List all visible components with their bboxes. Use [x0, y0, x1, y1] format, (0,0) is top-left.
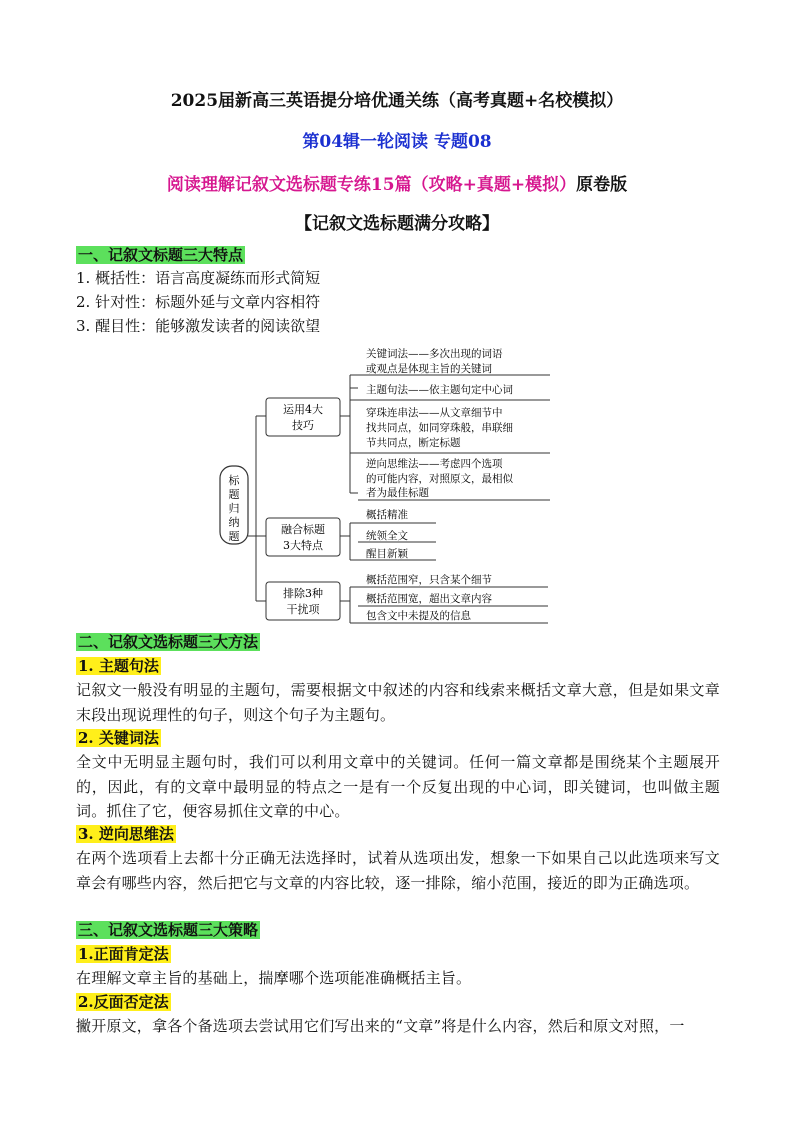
branch-features — [266, 518, 340, 556]
leaf-bead-line-3: 节共同点，断定标题 — [366, 437, 461, 449]
strategy2-title-row — [76, 990, 721, 1014]
leaf-not-mentioned-text: 包含文中未提及的信息 — [366, 610, 471, 622]
branch-techniques-label-1: 运用4大 — [283, 403, 323, 416]
leaf-bead-method — [358, 406, 550, 453]
strategy2-title: 2.反面否定法 — [78, 993, 169, 1011]
topic-text: 阅读理解记叙文选标题专练15篇（攻略+真题+模拟） — [166, 175, 577, 195]
root-char-2: 题 — [228, 488, 240, 501]
method2-title: 2. 关键词法 — [78, 729, 159, 747]
strategy1-title: 1.正面肯定法 — [78, 945, 169, 963]
leaf-bead-line-1: 穿珠连串法——从文章细节中 — [366, 407, 503, 419]
section2-heading: 二、记叙文选标题三大方法 — [78, 633, 259, 651]
title-summary-mindmap — [214, 343, 554, 628]
branch-distractors-label-1: 排除3种 — [283, 587, 323, 600]
branch-techniques-label-2: 技巧 — [292, 419, 314, 432]
method1-text: 记叙文一般没有明显的主题句，需要根据文中叙述的内容和线索来概括文章大意，但是如果文章末段出现说理性的句子，则这个句子为主题句。 — [76, 681, 720, 724]
section3-heading-row — [76, 918, 721, 942]
method3-title-row — [76, 822, 721, 846]
strategy-title: 【记叙文选标题满分攻略】 — [295, 214, 499, 234]
leaf-overall — [358, 529, 436, 542]
method3-title: 3. 逆向思维法 — [78, 825, 174, 843]
branch-features-label-1: 融合标题 — [281, 523, 325, 536]
version-label: 原卷版 — [576, 175, 628, 195]
document-title: 2025届新高三英语提分培优通关练（高考真题+名校模拟） — [170, 91, 624, 111]
feature-item-1: 1. 概括性：语言高度凝练而形式简短 — [76, 269, 321, 287]
leaf-topic-sentence-line-1: 主题句法——依主题句定中心词 — [366, 384, 513, 396]
leaf-too-narrow — [358, 573, 548, 587]
leaf-reverse-line-2: 的可能内容，对照原文，最相似 — [366, 473, 513, 485]
feature-item-3: 3. 醒目性：能够激发读者的阅读欲望 — [76, 317, 321, 335]
root-char-1: 标 — [228, 474, 240, 487]
document-subtitle: 第04辑一轮阅读 专题08 — [302, 132, 492, 152]
leaf-novel-text: 醒目新颖 — [366, 548, 408, 560]
leaf-reverse-method — [358, 457, 550, 500]
leaf-topic-sentence-method — [358, 383, 550, 400]
strategy1-text: 在理解文章主旨的基础上，揣摩哪个选项能准确概括主旨。 — [76, 969, 472, 987]
branch-distractors — [266, 582, 340, 620]
leaf-accurate — [358, 508, 436, 523]
feature-item-2: 2. 针对性：标题外延与文章内容相符 — [76, 293, 321, 311]
branch-techniques — [266, 398, 340, 436]
root-char-4: 纳 — [228, 516, 240, 529]
leaf-keyword-method — [358, 347, 550, 375]
section1-heading-row — [76, 243, 721, 267]
method2-text: 全文中无明显主题句时，我们可以利用文章中的关键词。任何一篇文章都是围绕某个主题展开的，因此，有的文章中最明显的特点之一是有一个反复出现的中心词，即关键词，也叫做主题词。抓住了它，便容易抓住文章的中心。 — [76, 753, 720, 820]
leaf-bead-line-2: 找共同点，如同穿珠般，串联细 — [366, 422, 513, 434]
leaf-too-wide — [358, 592, 548, 606]
leaf-overall-text: 统领全文 — [366, 530, 408, 542]
method1-title: 1. 主题句法 — [78, 657, 159, 675]
leaf-keyword-line-1: 关键词法——多次出现的词语 — [366, 348, 503, 360]
leaf-novel — [358, 547, 436, 560]
mindmap-root-node — [220, 466, 248, 544]
method1-title-row — [76, 654, 721, 678]
leaf-reverse-line-3: 者为最佳标题 — [366, 487, 429, 499]
strategy2-text: 撇开原文，拿各个备选项去尝试用它们写出来的“文章”将是什么内容，然后和原文对照，一 — [76, 1017, 685, 1035]
leaf-keyword-line-2: 或观点是体现主旨的关键词 — [366, 363, 492, 375]
method3-text: 在两个选项看上去都十分正确无法选择时，试着从选项出发，想象一下如果自己以此选项来写文章会有哪些内容，然后把它与文章的内容比较，逐一排除，缩小范围，接近的即为正确选项。 — [76, 849, 720, 892]
branch-distractors-label-2: 干扰项 — [286, 603, 320, 616]
root-char-5: 题 — [228, 530, 240, 543]
section3-heading: 三、记叙文选标题三大策略 — [78, 921, 259, 939]
leaf-not-mentioned — [358, 609, 548, 623]
leaf-too-wide-text: 概括范围宽，超出文章内容 — [366, 593, 492, 605]
branch-features-label-2: 3大特点 — [283, 539, 323, 552]
leaf-accurate-text: 概括精准 — [366, 509, 408, 521]
leaf-reverse-line-1: 逆向思维法——考虑四个选项 — [366, 458, 503, 470]
root-char-3: 归 — [228, 502, 240, 515]
section2-heading-row — [76, 630, 721, 654]
strategy1-title-row — [76, 942, 721, 966]
document-topic — [0, 170, 794, 195]
method2-title-row — [76, 726, 721, 750]
section1-heading: 一、记叙文标题三大特点 — [78, 246, 244, 264]
leaf-too-narrow-text: 概括范围窄，只含某个细节 — [366, 574, 492, 586]
